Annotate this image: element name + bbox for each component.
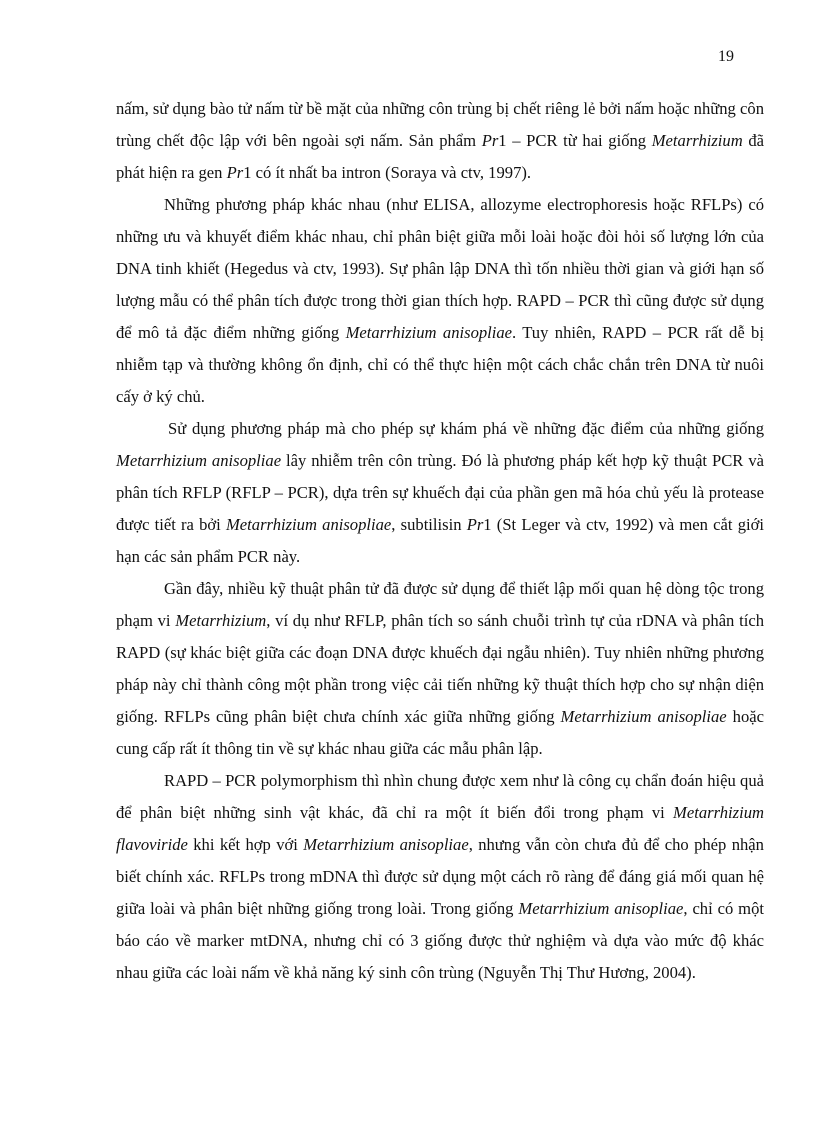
italic-term: Metarrhizium: [175, 611, 267, 630]
paragraph-4: [116, 573, 764, 765]
text-run: RAPD – PCR polymorphism thì nhìn chung được xem như là công cụ chẩn đoán hiệu quả để phân biệt những sinh vật khác, đã chỉ ra một ít biến đổi trong phạm vi: [116, 771, 764, 822]
text-run: hoặc cung cấp rất ít thông tin về sự khác nhau giữa các mẫu phân lập.: [116, 707, 764, 758]
text-run: lây nhiễm trên côn trùng. Đó là phương pháp kết hợp kỹ thuật PCR và phân tích RFLP (RFLP – PCR), dựa trên sự khuếch đại của phần gen mã hóa chủ yếu là protease được tiết ra bởi: [116, 451, 764, 534]
text-run: Sử dụng phương pháp mà cho phép sự khám phá về những đặc điểm của những giống: [168, 419, 764, 438]
text-run: nấm, sử dụng bào tử nấm từ bề mặt của những côn trùng bị chết riêng lẻ bởi nấm hoặc những côn trùng chết độc lập với bên ngoài sợi nấm. Sản phẩm: [116, 99, 764, 150]
italic-term: Pr: [226, 163, 244, 182]
text-run: Những phương pháp khác nhau (như ELISA, allozyme electrophoresis hoặc RFLPs) có những ưu và khuyết điểm khác nhau, chỉ phân biệt giữa mỗi loài hoặc đòi hỏi số lượng lớn của DNA tinh khiết (Hegedus và ctv, 1993). Sự phân lập DNA thì tốn nhiều thời gian và giới hạn số lượng mẫu có thể phân tích được trong thời gian thích hợp. RAPD – PCR thì cũng được sử dụng để mô tả đặc điểm những giống: [116, 195, 764, 342]
text-run: , chỉ có một báo cáo về marker mtDNA, nhưng chỉ có 3 giống được thử nghiệm và dựa vào mức độ khác nhau giữa các loài nấm về khả năng ký sinh côn trùng (Nguyễn Thị Thư Hương, 2004).: [116, 899, 764, 982]
text-run: , nhưng vẫn còn chưa đủ để cho phép nhận biết chính xác. RFLPs trong mDNA thì được sử dụng một cách rõ ràng để đáng giá mối quan hệ giữa loài và phân biệt những giống trong loài. Trong giống: [116, 835, 764, 918]
paragraph-2: [116, 189, 764, 413]
italic-term: Metarrhizium: [651, 131, 743, 150]
italic-term: Metarrhizium anisopliae: [225, 515, 392, 534]
italic-term: Metarrhizium flavoviride: [116, 803, 764, 854]
paragraph-5: [116, 765, 764, 989]
body-text: [116, 93, 764, 989]
text-run: Gần đây, nhiều kỹ thuật phân tử đã được sử dụng để thiết lập mối quan hệ dòng tộc trong phạm vi: [116, 579, 764, 630]
text-run: . Tuy nhiên, RAPD – PCR rất dễ bị nhiễm tạp và thường không ổn định, chỉ có thể thực hiện một cách chắc chắn trên DNA từ nuôi cấy ở ký chủ.: [116, 323, 764, 406]
italic-term: Metarrhizium anisopliae: [345, 323, 513, 342]
italic-term: Pr: [466, 515, 484, 534]
paragraph-1: [116, 93, 764, 189]
italic-term: Metarrhizium anisopliae: [303, 835, 469, 854]
text-run: 1 (St Leger và ctv, 1992) và men cắt giới hạn các sản phẩm PCR này.: [116, 515, 764, 566]
text-run: , subtilisin: [391, 515, 467, 534]
italic-term: Metarrhizium anisopliae: [116, 451, 282, 470]
italic-term: Metarrhizium anisopliae: [560, 707, 727, 726]
page-number: 19: [718, 48, 734, 65]
text-run: 1 có ít nhất ba intron (Soraya và ctv, 1997).: [243, 163, 532, 182]
text-run: , ví dụ như RFLP, phân tích so sánh chuỗi trình tự của rDNA và phân tích RAPD (sự khác biệt giữa các đoạn DNA được khuếch đại ngẫu nhiên). Tuy nhiên những phương pháp này chỉ thành công một phần trong việc cải tiến những kỹ thuật thích hợp cho sự nhận diện giống. RFLPs cũng phân biệt chưa chính xác giữa những giống: [116, 611, 764, 726]
italic-term: Metarrhizium anisopliae: [518, 899, 684, 918]
text-run: 1 – PCR từ hai giống: [498, 131, 652, 150]
text-run: đã phát hiện ra gen: [116, 131, 764, 182]
italic-term: Pr: [481, 131, 499, 150]
text-run: khi kết hợp với: [187, 835, 304, 854]
paragraph-3: [116, 413, 764, 573]
